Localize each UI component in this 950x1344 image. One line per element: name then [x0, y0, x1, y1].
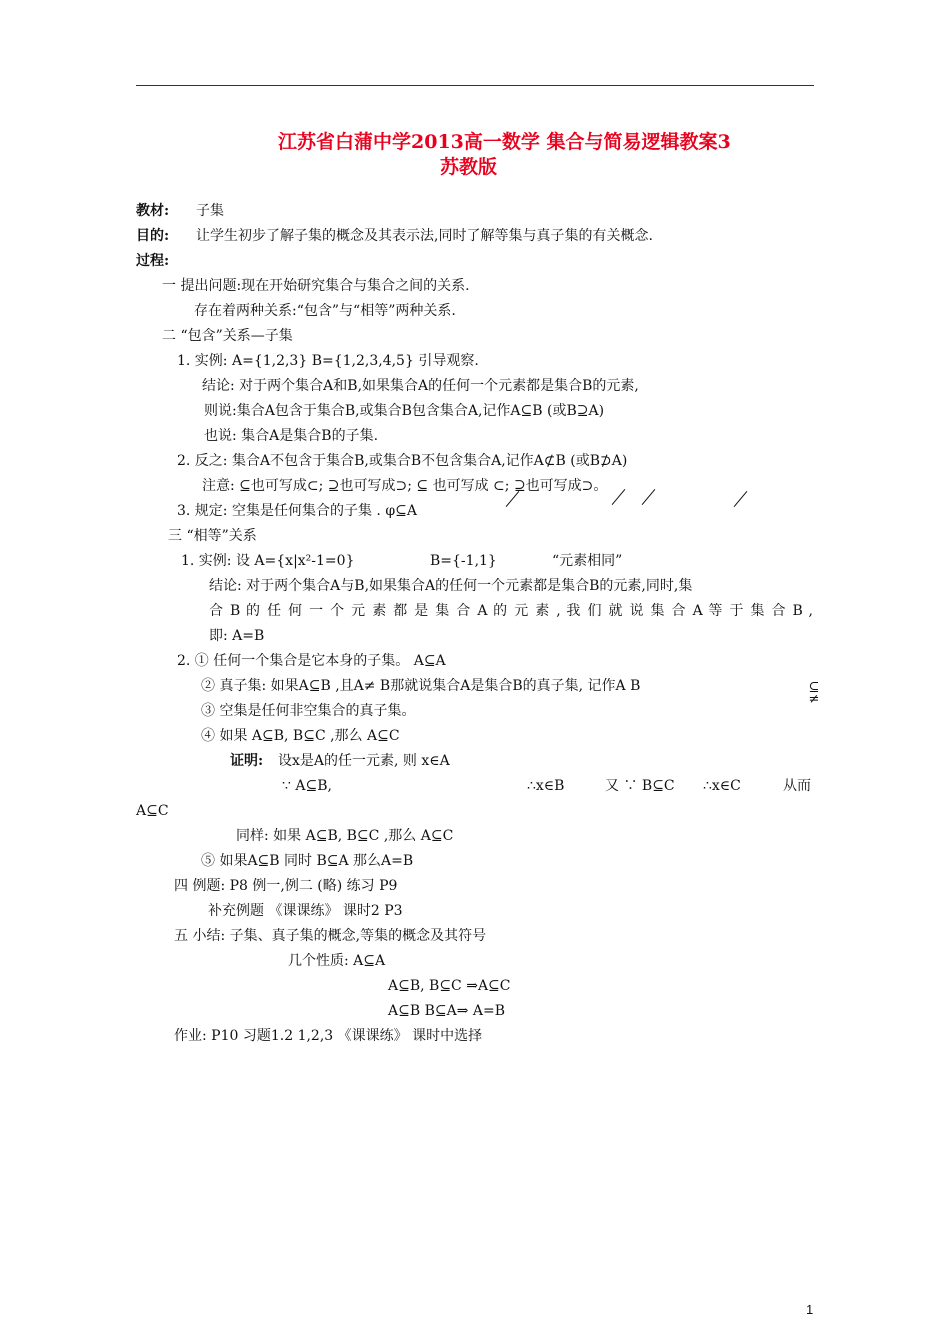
s4-line1: 四 例题: P8 例一,例二 (略) 练习 P9 [174, 878, 398, 894]
negation-slash-mark [734, 491, 748, 507]
s4-line2: 补充例题 《课课练》 课时2 P3 [208, 903, 403, 919]
s3-example-a: 1. 实例: 设 A={x|x²-1=0} [181, 553, 355, 569]
proper-subset-symbol: ⊆ ≠ [808, 680, 820, 707]
goal-label: 目的: [136, 228, 170, 244]
s5-line2: 几个性质: A⊆A [288, 953, 386, 969]
s3-heading: 三 “相等”关系 [168, 528, 257, 544]
proof-line2-b: ∴x∈B [527, 778, 565, 794]
s2-conclusion1: 结论: 对于两个集合A和B,如果集合A的任何一个元素都是集合B的元素, [202, 378, 639, 394]
s5-line3: A⊆B, B⊆C ⇒A⊆C [388, 978, 511, 994]
proof-line3: A⊆C [136, 803, 169, 819]
s3-property3: ③ 空集是任何非空集合的真子集。 [201, 703, 416, 719]
proof-line2-c: 又 ∵ B⊆C [605, 778, 675, 794]
proof-label: 证明: [230, 753, 264, 769]
negation-slash-mark [642, 489, 656, 505]
s2-item3: 3. 规定: 空集是任何集合的子集 . φ⊆A [177, 503, 417, 519]
s3-property1: 2. ① 任何一个集合是它本身的子集。 A⊆A [177, 653, 446, 669]
s2-example1: 1. 实例: A={1,2,3} B={1,2,3,4,5} 引导观察. [177, 353, 479, 369]
page-number: 1 [806, 1302, 814, 1317]
material-value: 子集 [196, 203, 224, 219]
s2-item2: 2. 反之: 集合A不包含于集合B,或集合B不包含集合A,记作A⊄B (或B⊅A) [177, 453, 628, 469]
process-label: 过程: [136, 253, 170, 269]
s5-line4: A⊆B B⊆A⇒ A=B [388, 1003, 506, 1019]
proof-line1: 设x是A的任一元素, 则 x∈A [278, 753, 450, 769]
s1-line1: 一 提出问题:现在开始研究集合与集合之间的关系. [162, 278, 470, 294]
material-label: 教材: [136, 203, 170, 219]
s5-line1: 五 小结: 子集、真子集的概念,等集的概念及其符号 [174, 928, 487, 944]
proof-line2-a: ∵ A⊆B, [282, 778, 332, 794]
document-title-line1: 江苏省白蒲中学2013高一数学 集合与简易逻辑教案3 [278, 131, 731, 153]
s3-property5: ⑤ 如果A⊆B 同时 B⊆A 那么A=B [201, 853, 414, 869]
s3-property4: ④ 如果 A⊆B, B⊆C ,那么 A⊆C [201, 728, 400, 744]
s2-conclusion3: 也说: 集合A是集合B的子集. [204, 428, 379, 444]
s3-example-b: B={-1,1} [430, 553, 497, 569]
s3-example-c: “元素相同” [552, 553, 623, 569]
s3-conclusion3: 即: A=B [209, 628, 265, 644]
s3-conclusion1: 结论: 对于两个集合A与B,如果集合A的任何一个元素都是集合B的元素,同时,集 [209, 578, 693, 594]
goal-value: 让学生初步了解子集的概念及其表示法,同时了解等集与真子集的有关概念. [196, 228, 653, 244]
s2-conclusion2: 则说:集合A包含于集合B,或集合B包含集合A,记作A⊆B (或B⊇A) [204, 403, 605, 419]
negation-slash-mark [612, 489, 626, 505]
s3-same: 同样: 如果 A⊆B, B⊆C ,那么 A⊆C [236, 828, 454, 844]
s3-property2: ② 真子集: 如果A⊆B ,且A≠ B那就说集合A是集合B的真子集, 记作A B [201, 678, 641, 694]
header-rule [136, 85, 814, 86]
proof-line2-d: ∴x∈C [703, 778, 741, 794]
s2-note: 注意: ⊆也可写成⊂; ⊇也可写成⊃; ⊆ 也可写成 ⊂; ⊇也可写成⊃。 [202, 478, 608, 494]
s1-line2: 存在着两种关系:“包含”与“相等”两种关系. [194, 303, 456, 319]
document-title-line2: 苏教版 [440, 156, 498, 178]
homework: 作业: P10 习题1.2 1,2,3 《课课练》 课时中选择 [174, 1028, 483, 1044]
s3-conclusion2: 合 B 的 任 何 一 个 元 素 都 是 集 合 A 的 元 素 , 我 们 就 说 集 合 A 等 于 集 合 B , [209, 603, 813, 619]
s2-heading: 二 “包含”关系—子集 [162, 328, 293, 344]
proof-line2-e: 从而 [783, 778, 811, 794]
